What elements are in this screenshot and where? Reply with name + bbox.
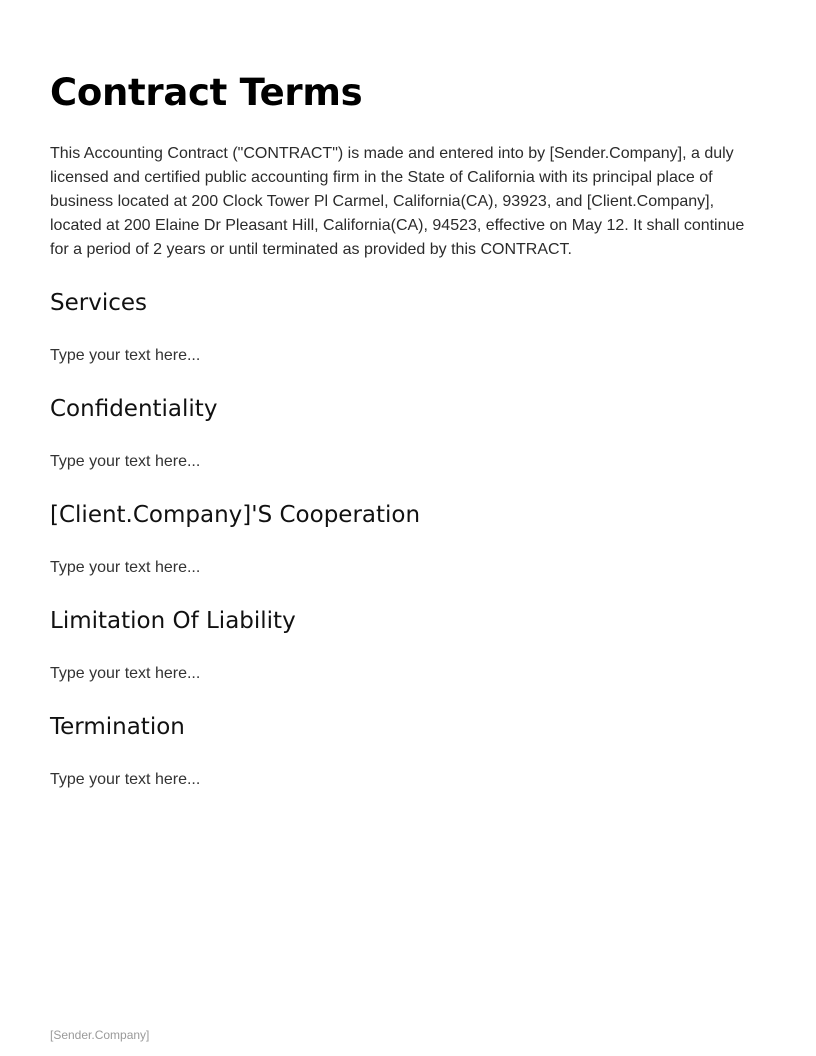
document-title: Contract Terms: [50, 71, 363, 114]
section-heading-termination: Termination: [50, 714, 185, 740]
section-heading-limitation-of-liability: Limitation Of Liability: [50, 608, 296, 634]
section-body-services[interactable]: Type your text here...: [50, 347, 201, 364]
section-heading-cooperation: [Client.Company]'S Cooperation: [50, 502, 421, 528]
section-heading-services: Services: [50, 290, 147, 316]
section-body-termination[interactable]: Type your text here...: [50, 771, 201, 788]
section-body-limitation-of-liability[interactable]: Type your text here...: [50, 665, 201, 682]
section-body-cooperation[interactable]: Type your text here...: [50, 559, 201, 576]
intro-paragraph[interactable]: This Accounting Contract ("CONTRACT") is made and entered into by [Sender.Company], a duly licensed and certified public accounting firm in the State of California with its principal place of business located at 200 Clock Tower Pl Carmel, California(CA), 93923, and [Client.Company], located at 200 Elaine Dr Pleasant Hill, California(CA), 94523, effective on May 12. It shall continue for a period of 2 years or until terminated as provided by this CONTRACT.: [50, 145, 745, 258]
page-footer: [Sender.Company]: [50, 1028, 150, 1042]
section-body-confidentiality[interactable]: Type your text here...: [50, 453, 201, 470]
section-heading-confidentiality: Confidentiality: [50, 396, 218, 422]
